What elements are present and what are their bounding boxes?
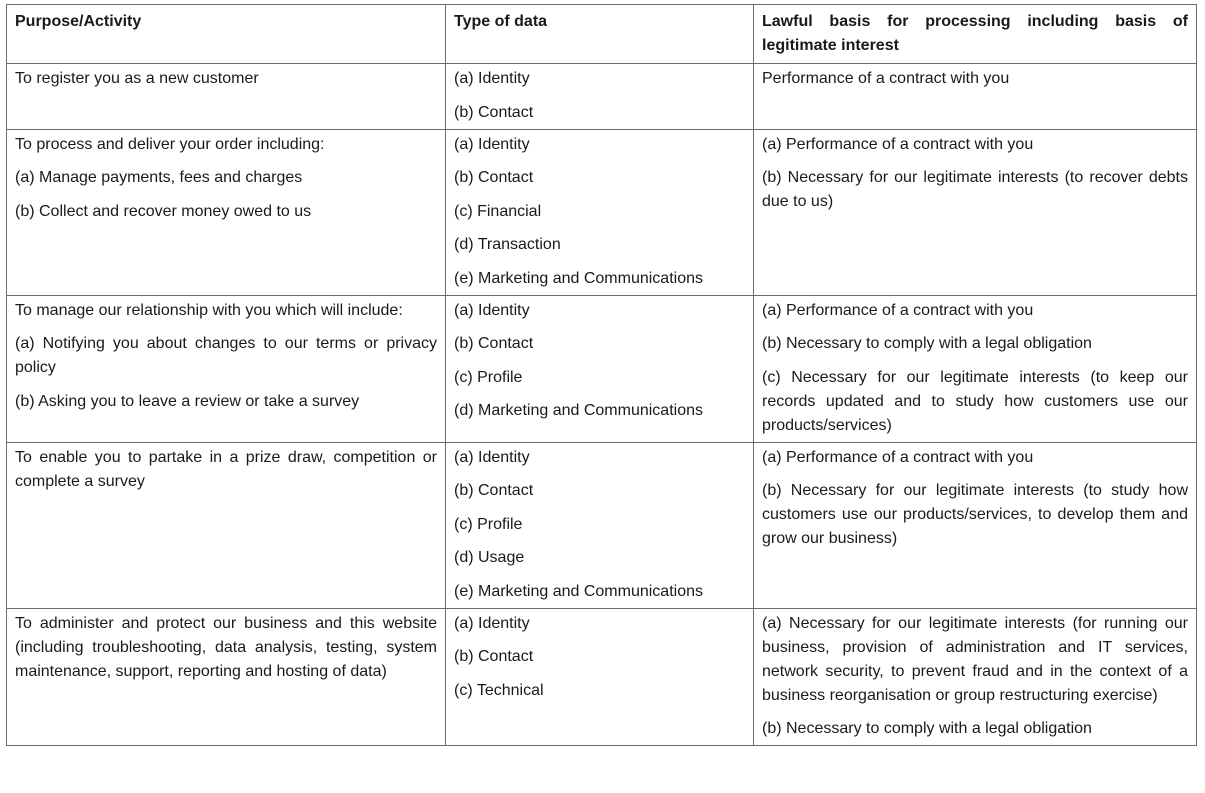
type-text: (c) Technical	[454, 681, 544, 699]
purpose-text: (b) Collect and recover money owed to us	[15, 202, 312, 220]
type-text: (a) Identity	[454, 448, 530, 466]
purpose-cell	[7, 64, 446, 130]
type-text: (a) Identity	[454, 70, 530, 87]
header-type-of-data: Type of data	[446, 5, 754, 64]
basis-text: (b) Necessary for our legitimate interests (to study how customers use our products/services, to develop them and grow our business)	[762, 482, 1188, 547]
table-row	[7, 295, 1197, 442]
type-text: (b) Contact	[454, 169, 534, 186]
purpose-cell	[7, 295, 446, 442]
table-row	[7, 129, 1197, 295]
purpose-text: To process and deliver your order including:	[15, 135, 325, 153]
lawful-basis-cell	[754, 129, 1197, 295]
type-of-data-cell	[446, 64, 754, 130]
purpose-text: To register you as a new customer	[15, 70, 259, 87]
purpose-cell	[7, 442, 446, 608]
basis-text: (c) Necessary for our legitimate interests (to keep our records updated and to study how customers use our products/services)	[762, 368, 1188, 434]
type-text: (c) Financial	[454, 202, 542, 220]
basis-text: (a) Performance of a contract with you	[762, 448, 1034, 466]
basis-text: (a) Performance of a contract with you	[762, 301, 1034, 319]
lawful-basis-cell	[754, 608, 1197, 746]
type-text: (b) Contact	[454, 648, 534, 665]
type-text: (d) Transaction	[454, 236, 561, 253]
header-row	[7, 5, 1197, 64]
purpose-cell	[7, 129, 446, 295]
basis-text: (b) Necessary for our legitimate interests (to recover debts due to us)	[762, 169, 1188, 210]
type-of-data-cell	[446, 129, 754, 295]
purpose-text: (a) Manage payments, fees and charges	[15, 169, 303, 186]
basis-text: (b) Necessary to comply with a legal obligation	[762, 335, 1092, 352]
type-of-data-cell	[446, 608, 754, 746]
lawful-basis-cell	[754, 295, 1197, 442]
purpose-text: (b) Asking you to leave a review or take a survey	[15, 392, 360, 410]
type-text: (e) Marketing and Communications	[454, 269, 703, 287]
table-row	[7, 64, 1197, 130]
header-lawful-basis: Lawful basis for processing including basis of legitimate interest	[754, 5, 1197, 64]
type-text: (b) Contact	[454, 482, 534, 499]
purpose-text: To administer and protect our business and this website (including troubleshooting, data analysis, testing, system maintenance, support, reporting and hosting of data)	[15, 614, 437, 680]
type-text: (a) Identity	[454, 301, 530, 319]
lawful-basis-cell	[754, 442, 1197, 608]
lawful-basis-cell	[754, 64, 1197, 130]
basis-text: (a) Necessary for our legitimate interests (for running our business, provision of administration and IT services, network security, to prevent fraud and in the context of a business reorganisation or group restructuring exercise)	[762, 614, 1188, 704]
table-header	[7, 5, 1197, 64]
header-purpose: Purpose/Activity	[7, 5, 446, 64]
type-text: (a) Identity	[454, 135, 530, 153]
type-text: (b) Contact	[454, 103, 534, 121]
table-body	[7, 64, 1197, 746]
data-processing-table	[6, 4, 1197, 746]
table-row	[7, 442, 1197, 608]
type-of-data-cell	[446, 295, 754, 442]
basis-text: Performance of a contract with you	[762, 70, 1010, 87]
type-text: (e) Marketing and Communications	[454, 582, 703, 600]
type-of-data-cell	[446, 442, 754, 608]
basis-text: (a) Performance of a contract with you	[762, 135, 1034, 153]
type-text: (a) Identity	[454, 614, 530, 632]
type-text: (c) Profile	[454, 515, 523, 533]
basis-text: (b) Necessary to comply with a legal obligation	[762, 720, 1092, 737]
purpose-text: To enable you to partake in a prize draw, competition or complete a survey	[15, 448, 437, 490]
table-row	[7, 608, 1197, 746]
type-text: (d) Marketing and Communications	[454, 402, 703, 419]
purpose-cell	[7, 608, 446, 746]
purpose-text: To manage our relationship with you which will include:	[15, 301, 403, 319]
purpose-text: (a) Notifying you about changes to our terms or privacy policy	[15, 335, 437, 376]
type-text: (b) Contact	[454, 335, 534, 352]
type-text: (d) Usage	[454, 549, 525, 566]
type-text: (c) Profile	[454, 368, 523, 386]
